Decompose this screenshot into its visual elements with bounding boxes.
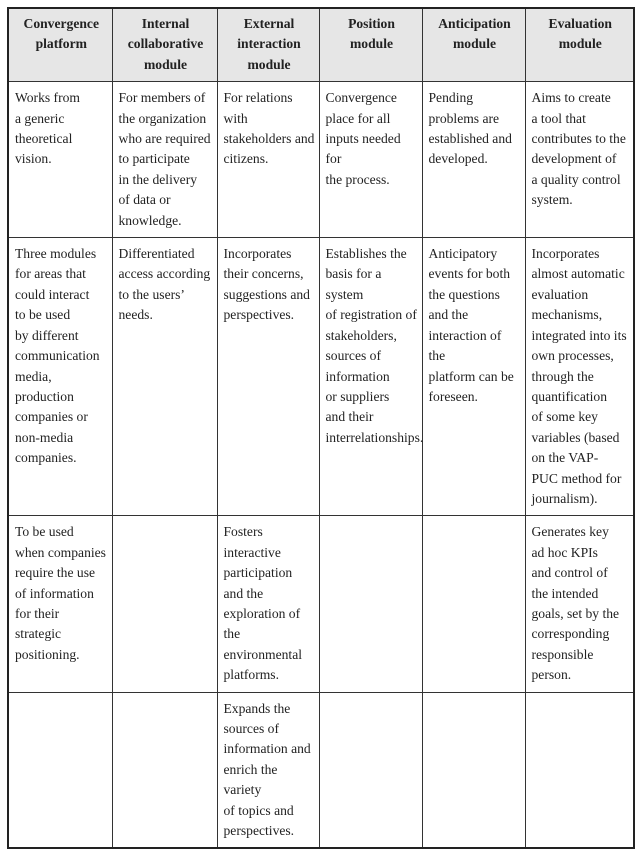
table-row <box>8 238 634 516</box>
header-external-interaction-module: External interaction module <box>217 8 319 82</box>
table-cell <box>319 692 422 848</box>
table-row <box>8 82 634 238</box>
table-cell: Three modules for areas that could interact to be used by different communication media, production companies or non-media companies. <box>8 238 112 516</box>
table-cell: Incorporates almost automatic evaluation mechanisms, integrated into its own processes, through the quantification of some key variables (based on the VAP- PUC method for journalism). <box>525 238 634 516</box>
table-cell <box>8 692 112 848</box>
table-cell: Works from a generic theoretical vision. <box>8 82 112 238</box>
table-cell <box>112 516 217 692</box>
table-cell: For members of the organization who are required to participate in the delivery of data or knowledge. <box>112 82 217 238</box>
table-cell: Expands the sources of information and enrich the variety of topics and perspectives. <box>217 692 319 848</box>
table-cell: To be used when companies require the use of information for their strategic positioning. <box>8 516 112 692</box>
modules-table <box>7 7 635 849</box>
table-cell <box>422 692 525 848</box>
table-cell: Establishes the basis for a system of registration of stakeholders, sources of information or suppliers and their interrelationships. <box>319 238 422 516</box>
header-convergence-platform: Convergence platform <box>8 8 112 82</box>
table-cell: Anticipatory events for both the questions and the interaction of the platform can be foreseen. <box>422 238 525 516</box>
table-cell: For relations with stakeholders and citizens. <box>217 82 319 238</box>
table-cell: Generates key ad hoc KPIs and control of the intended goals, set by the corresponding responsible person. <box>525 516 634 692</box>
header-anticipation-module: Anticipation module <box>422 8 525 82</box>
table-cell <box>422 516 525 692</box>
table-row <box>8 692 634 848</box>
table-cell: Incorporates their concerns, suggestions and perspectives. <box>217 238 319 516</box>
table-cell: Pending problems are established and developed. <box>422 82 525 238</box>
table-cell <box>525 692 634 848</box>
table-cell: Differentiated access according to the users’ needs. <box>112 238 217 516</box>
table-cell: Convergence place for all inputs needed for the process. <box>319 82 422 238</box>
table-cell: Fosters interactive participation and the exploration of the environmental platforms. <box>217 516 319 692</box>
header-evaluation-module: Evaluation module <box>525 8 634 82</box>
header-row <box>8 8 634 82</box>
table-cell <box>319 516 422 692</box>
header-position-module: Position module <box>319 8 422 82</box>
table-row <box>8 516 634 692</box>
header-internal-collaborative-module: Internal collaborative module <box>112 8 217 82</box>
table-cell <box>112 692 217 848</box>
table-cell: Aims to create a tool that contributes to the development of a quality control system. <box>525 82 634 238</box>
